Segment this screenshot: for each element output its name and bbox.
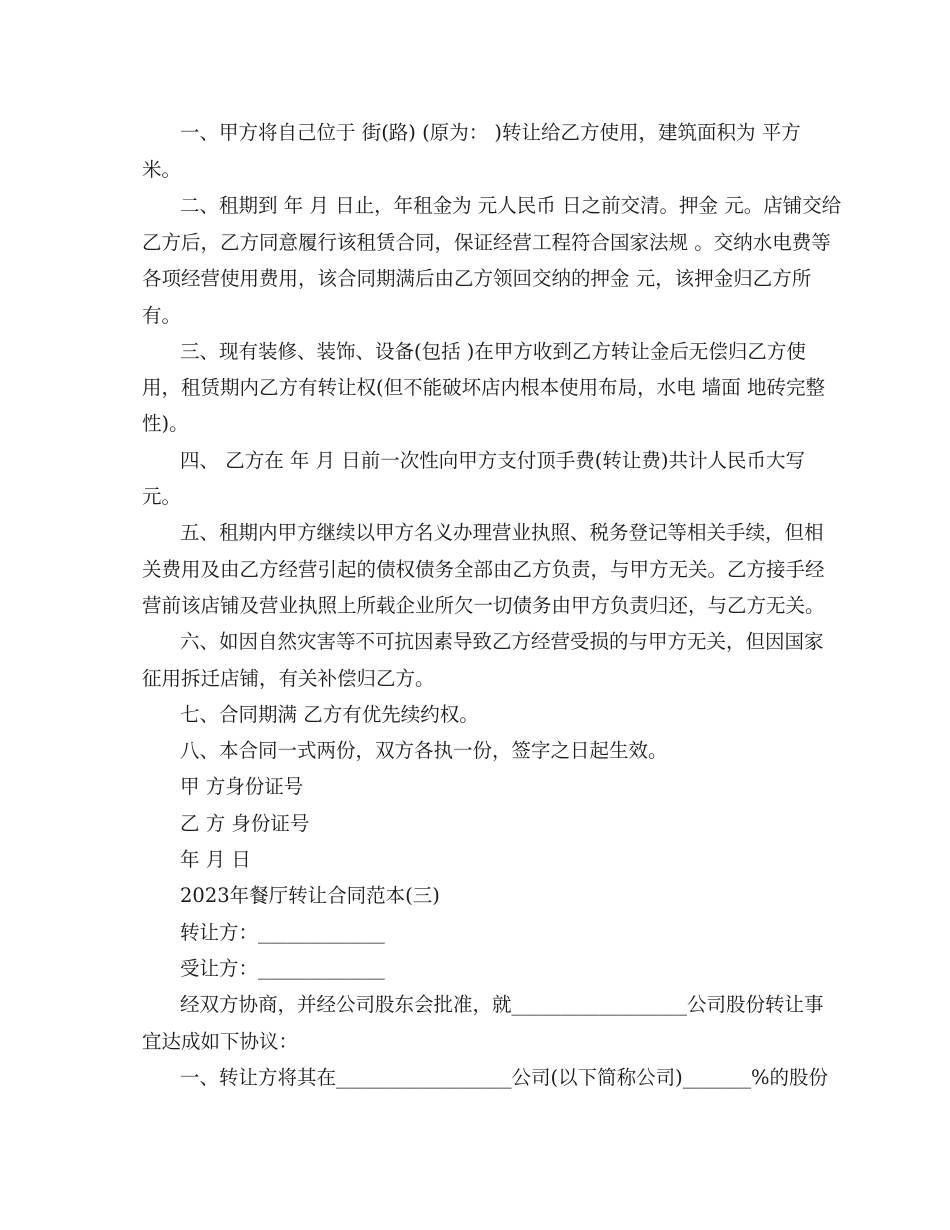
transferee-line: 受让方：_____________ <box>180 957 385 980</box>
clause-1-line-2: 米。 <box>142 158 182 181</box>
clause-6-line-1: 六、如因自然灾害等不可抗因素导致乙方经营受损的与甲方无关，但因国家 <box>180 630 824 653</box>
clause-2-line-3: 各项经营使用费用，该合同期满后由乙方领回交纳的押金 元，该押金归乙方所 <box>142 267 812 290</box>
clause-1-line-1: 一、甲方将自己位于 街(路) (原为： )转让给乙方使用，建筑面积为 平方 <box>180 121 801 144</box>
clause-3-line-3: 性)。 <box>142 412 189 435</box>
clause-2-line-4: 有。 <box>142 304 182 327</box>
clause-4-line-2: 元。 <box>142 485 182 508</box>
clause-2-line-1: 二、租期到 年 月 日止，年租金为 元人民币 日之前交清。押金 元。店铺交给 <box>180 194 842 217</box>
party-a-id-line: 甲 方身份证号 <box>180 775 304 798</box>
clause-4-line-1: 四、 乙方在 年 月 日前一次性向甲方支付顶手费(转让费)共计人民币大写 <box>180 449 806 472</box>
date-line: 年 月 日 <box>180 848 251 871</box>
transferor-line: 转让方：_____________ <box>180 921 385 944</box>
clause-6-line-2: 征用拆迁店铺，有关补偿归乙方。 <box>142 667 435 690</box>
agreement-intro-line-2: 宜达成如下协议： <box>142 1030 299 1053</box>
clause-5-line-2: 关费用及由乙方经营引起的债权债务全部由乙方负责，与甲方无关。乙方接手经 <box>142 558 825 581</box>
clause-3-line-1: 三、现有装修、装饰、设备(包括 )在甲方收到乙方转让金后无偿归乙方使 <box>180 340 806 363</box>
clause-3-line-2: 用，租赁期内乙方有转让权(但不能破坏店内根本使用布局，水电 墙面 地砖完整 <box>142 376 826 399</box>
transfer-clause-1-line-1: 一、转让方将其在__________________公司(以下简称公司)_______%的股份 <box>180 1066 828 1089</box>
agreement-intro-line-1: 经双方协商，并经公司股东会批准，就__________________公司股份转让事 <box>180 993 824 1016</box>
clause-5-line-3: 营前该店铺及营业执照上所载企业所欠一切债务由甲方负责归还，与乙方无关。 <box>142 594 825 617</box>
clause-8: 八、本合同一式两份，双方各执一份，签字之日起生效。 <box>180 739 668 762</box>
section-title: 2023年餐厅转让合同范本(三) <box>180 884 440 907</box>
party-b-id-line: 乙 方 身份证号 <box>180 812 310 835</box>
clause-5-line-1: 五、租期内甲方继续以甲方名义办理营业执照、税务登记等相关手续，但相 <box>180 521 824 544</box>
clause-7: 七、合同期满 乙方有优先续约权。 <box>180 703 479 726</box>
clause-2-line-2: 乙方后，乙方同意履行该租赁合同，保证经营工程符合国家法规 。交纳水电费等 <box>142 231 831 254</box>
